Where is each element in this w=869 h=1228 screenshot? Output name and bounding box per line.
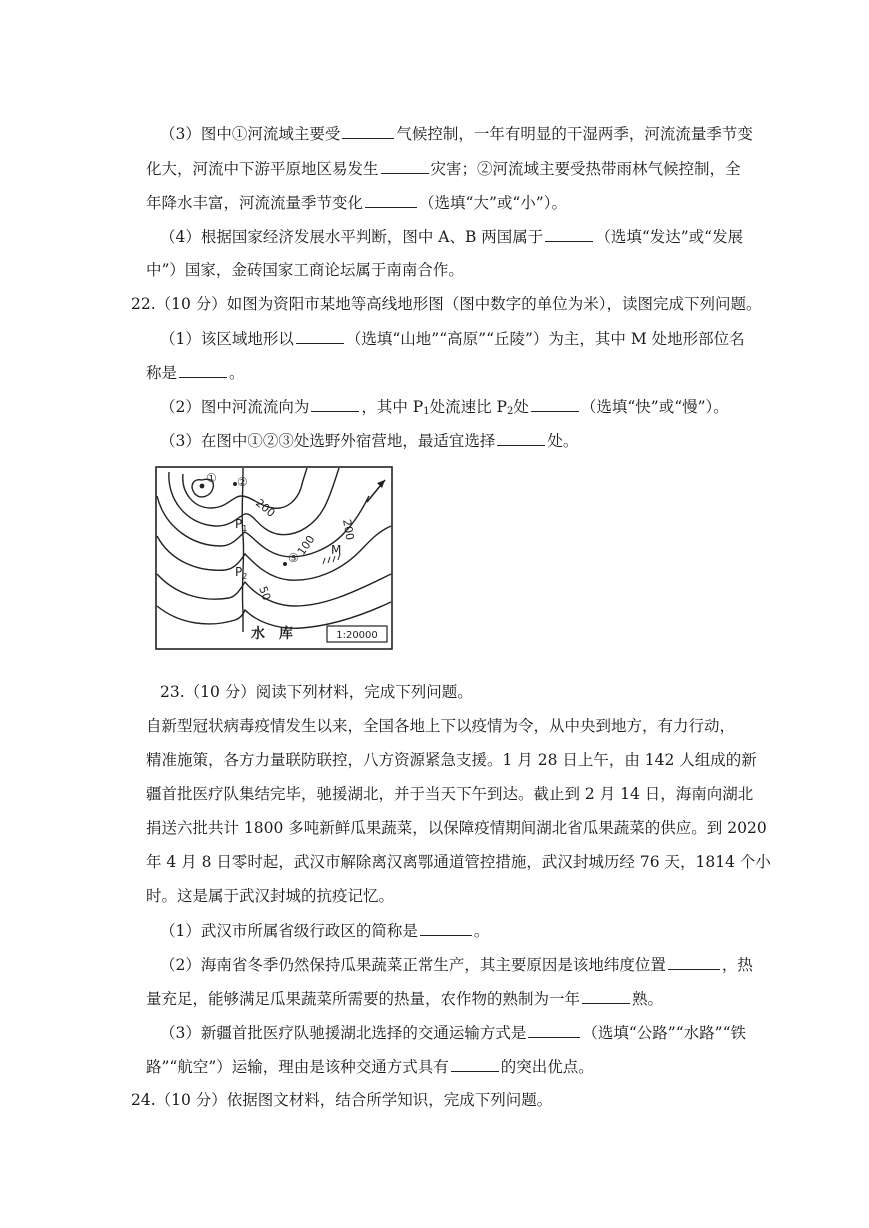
answer-blank[interactable]	[381, 158, 429, 174]
contour-map-figure	[155, 466, 393, 650]
q23-p3-text-c: 路”“航空”）运输，理由是该种交通方式具有	[146, 1058, 449, 1076]
q23-material-line4: 捐送六批共计 1800 多吨新鲜瓜果蔬菜，以保障疫情期间湖北省瓜果蔬菜的供应。到 2020	[146, 819, 767, 837]
q23-p3-text-d: 的突出优点。	[500, 1058, 594, 1076]
q21-p3-text-b: 气候控制，一年有明显的干湿两季，河流流量季节变	[396, 125, 753, 143]
subscript: 1	[423, 406, 430, 417]
answer-blank[interactable]	[497, 430, 545, 446]
q21-part4-line1	[160, 226, 743, 247]
q21-p3-text-a: （3）图中①河流域主要受	[160, 125, 341, 143]
answer-blank[interactable]	[582, 988, 630, 1004]
q21-p3-text-c: 化大，河流中下游平原地区易发生	[146, 160, 379, 178]
q23-material-line2: 精准施策，各方力量联防联控，八方资源紧急支援。1 月 28 日上午，由 142 人组成的新	[146, 751, 757, 769]
q23-p2-text-b: ，热	[721, 956, 753, 974]
q22-p1-text-d: 。	[229, 364, 245, 382]
map-marker-1: ①	[206, 471, 217, 485]
q23-material-line1: 自新型冠状病毒疫情发生以来，全国各地上下以疫情为令，从中央到地方，有力行动，	[146, 717, 736, 735]
point-3-dot	[283, 562, 287, 566]
q21-p4-text-b: （选填“发达”或“发展	[595, 228, 744, 246]
answer-blank[interactable]	[451, 1056, 499, 1072]
q23-part3-line1	[160, 1022, 746, 1043]
q23-p3-text-b: （选填“公路”“水路”“铁	[582, 1024, 746, 1042]
q22-p2-text-c: 处流速比 P	[429, 398, 507, 416]
point-1-dot	[200, 484, 205, 489]
subscript: 2	[506, 406, 514, 417]
q23-p1-text-a: （1）武汉市所属省级行政区的简称是	[160, 922, 418, 940]
answer-blank[interactable]	[668, 954, 720, 970]
answer-blank[interactable]	[420, 920, 472, 936]
q22-p2-text-d: 处	[513, 398, 529, 416]
q22-p3-text-b: 处。	[547, 432, 579, 450]
q21-p3-text-e: 年降水丰富，河流流量季节变化	[146, 194, 364, 212]
q22-p1-text-c: 称是	[146, 364, 178, 382]
q22-part1-line2	[146, 362, 245, 383]
q22-p1-text-b: （选填“山地”“高原”“丘陵”）为主，其中 M 处地形部位名	[345, 330, 745, 348]
q21-p3-text-d: 灾害；②河流域主要受热带雨林气候控制，全	[430, 160, 741, 178]
answer-blank[interactable]	[365, 192, 417, 208]
q24-stem: 24.（10 分）依据图文材料，结合所学知识，完成下列问题。	[131, 1091, 553, 1109]
q22-p2-text-e: （选填“快”或“慢”）。	[580, 398, 729, 416]
answer-blank[interactable]	[531, 396, 579, 412]
q23-p1-text-b: 。	[473, 922, 490, 940]
q23-p2-text-c: 量充足，能够满足瓜果蔬菜所需要的热量，农作物的熟制为一年	[146, 990, 581, 1008]
reservoir-label: 水 库	[251, 626, 293, 642]
q21-part4-line2	[146, 260, 464, 280]
contour-label: 200	[340, 518, 357, 542]
answer-blank[interactable]	[528, 1022, 580, 1038]
q22-p2-text-b: ，其中 P	[361, 398, 424, 416]
map-marker-2: ②	[237, 475, 248, 489]
answer-blank[interactable]	[545, 226, 593, 242]
contour-label: 200	[253, 496, 278, 520]
q21-p4-text-a: （4）根据国家经济发展水平判断，图中 A、B 两国属于	[160, 228, 544, 246]
q22-p2-text-a: （2）图中河流流向为	[160, 398, 310, 416]
q23-material-line3: 疆首批医疗队集结完毕，驰援湖北，并于当天下午到达。截止到 2 月 14 日，海南向湖北	[146, 785, 754, 803]
q21-p3-text-f: （选填“大”或“小”）。	[419, 194, 567, 212]
q23-material-line5: 年 4 月 8 日零时起，武汉市解除离汉离鄂通道管控措施，武汉封城历经 76 天，1814 个小	[146, 853, 771, 871]
q21-part3-line2	[146, 158, 741, 179]
q23-part1	[160, 920, 489, 941]
q23-material-line6: 时。这是属于武汉封城的抗疫记忆。	[146, 887, 395, 905]
q23-stem: 23.（10 分）阅读下列材料，完成下列问题。	[160, 683, 473, 701]
answer-blank[interactable]	[342, 123, 394, 139]
q22-p1-text-a: （1）该区域地形以	[160, 330, 294, 348]
q21-part3-line1	[160, 123, 753, 144]
answer-blank[interactable]	[311, 396, 359, 412]
q22-part1-line1	[160, 328, 745, 349]
answer-blank[interactable]	[296, 328, 344, 344]
q23-part3-line2	[146, 1056, 594, 1077]
q22-part3	[160, 430, 578, 451]
q22-part2	[160, 396, 729, 422]
q21-part3-line3	[146, 192, 567, 213]
contour-label: 50	[256, 584, 274, 603]
q23-part2-line1	[160, 954, 753, 975]
q22-stem: 22.（10 分）如图为资阳市某地等高线地形图（图中数字的单位为米），读图完成下列问题。	[131, 295, 762, 313]
label-m: M	[331, 543, 342, 557]
q22-p3-text-a: （3）在图中①②③处选野外宿营地，最适宜选择	[160, 432, 496, 450]
q23-part2-line2	[146, 988, 663, 1009]
contour-label: 100	[294, 533, 318, 558]
q23-p3-text-a: （3）新疆首批医疗队驰援湖北选择的交通运输方式是	[160, 1024, 527, 1042]
scale-label: 1:20000	[336, 630, 378, 641]
label-p2: $P_2$	[235, 565, 248, 581]
map-marker-3: ③	[288, 551, 299, 565]
q23-p2-text-d: 熟。	[632, 990, 664, 1008]
label-p1: $P_1$	[235, 517, 248, 533]
q21-p4-text-c: 中”）国家，金砖国家工商论坛属于南南合作。	[146, 261, 464, 279]
answer-blank[interactable]	[179, 362, 227, 378]
q23-p2-text-a: （2）海南省冬季仍然保持瓜果蔬菜正常生产，其主要原因是该地纬度位置	[160, 956, 666, 974]
